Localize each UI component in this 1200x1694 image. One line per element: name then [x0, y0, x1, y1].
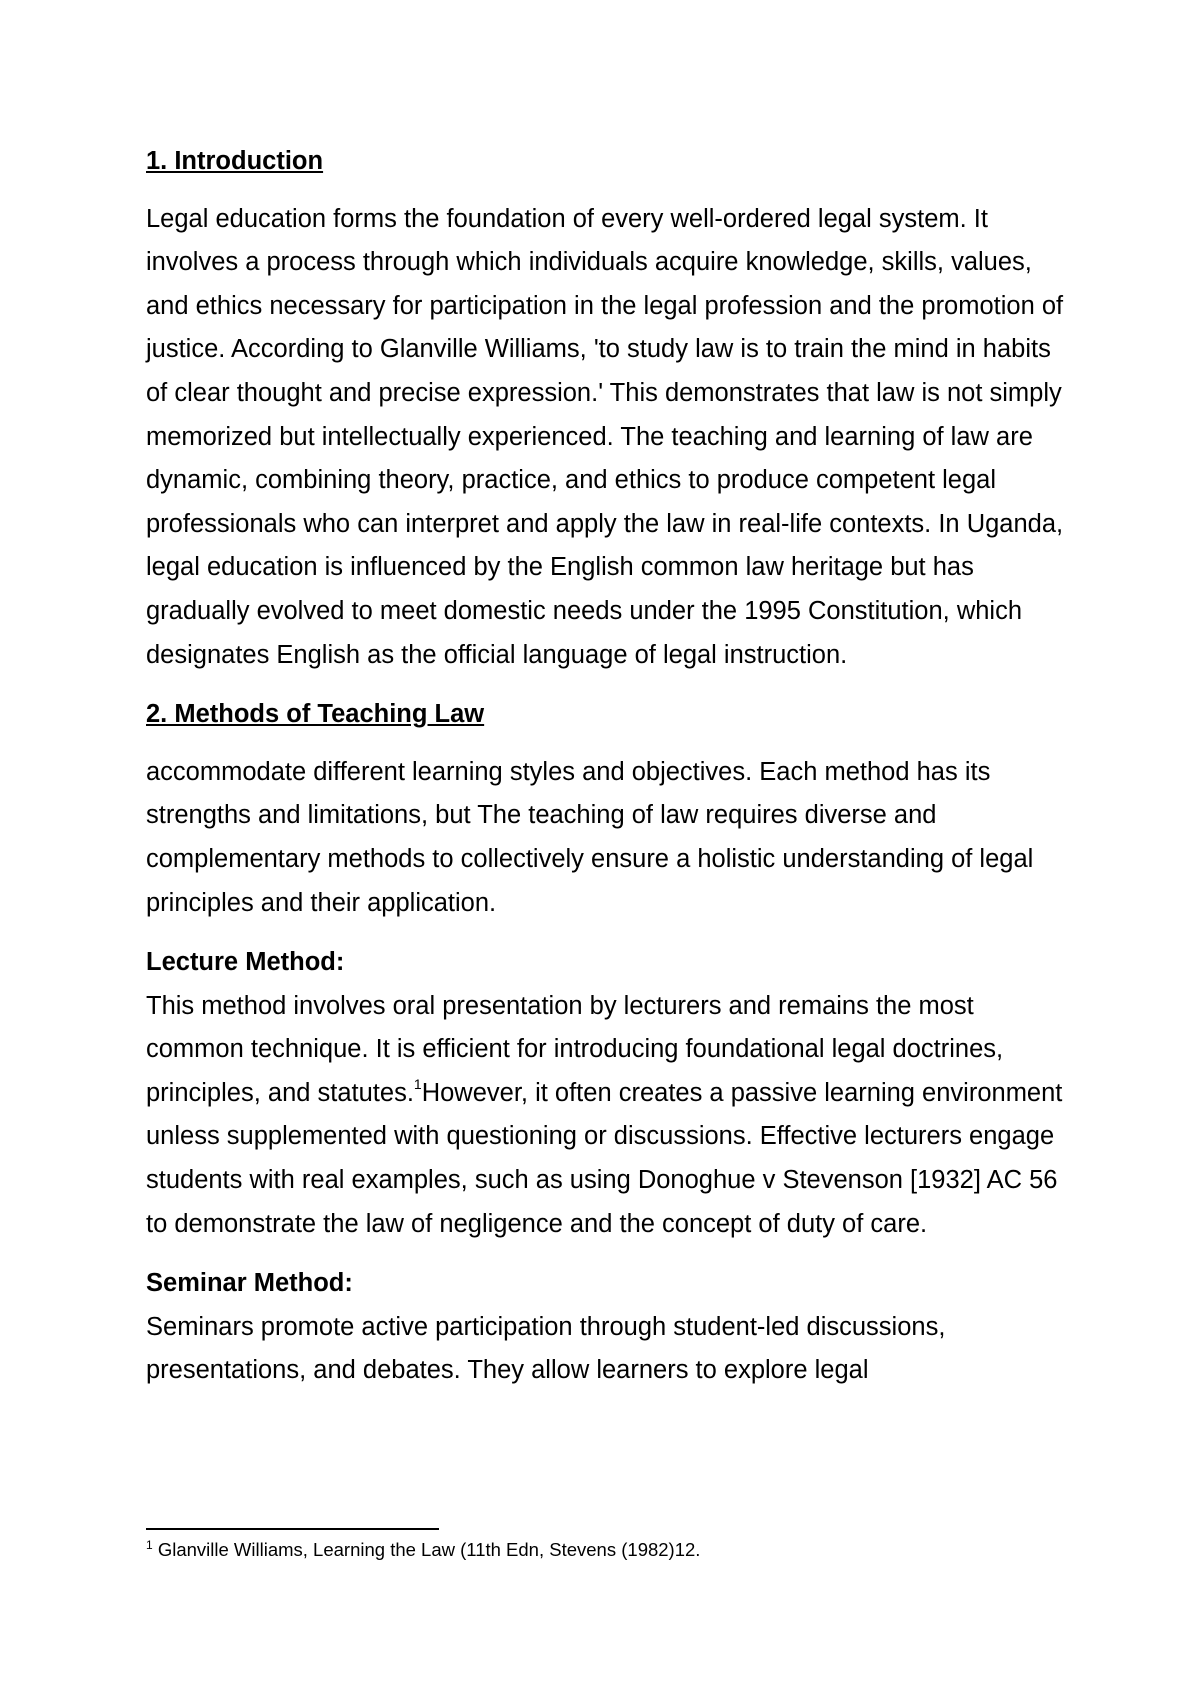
seminar-paragraph: Seminars promote active participation through student-led discussions, presentations, and debates. They allow learners to explore legal: [146, 1312, 946, 1385]
document-body: [146, 140, 1076, 1393]
lecture-paragraph: [146, 985, 1076, 1247]
section-heading-methods: 2. Methods of Teaching Law: [146, 700, 485, 729]
footnote-reference[interactable]: 1: [413, 1076, 422, 1093]
lecture-text-part-2: However, it often creates a passive learning environment unless supplemented with questioning or discussions. Effective lecturers engage students with real examples, such as using Donoghue v Stevenson [1932] AC 56 to demonstrate the law of negligence and the concept of duty of care.: [146, 1078, 1063, 1238]
introduction-paragraph: Legal education forms the foundation of every well-ordered legal system. It involves a process through which individuals acquire knowledge, skills, values, and ethics necessary for participation in the legal profession and the promotion of justice. According to Glanville Williams, 'to study law is to train the mind in habits of clear thought and precise expression.' This demonstrates that law is not simply memorized but intellectually experienced. The teaching and learning of law are dynamic, combining theory, practice, and ethics to produce competent legal professionals who can interpret and apply the law in real-life contexts. In Uganda, legal education is influenced by the English common law heritage but has gradually evolved to meet domestic needs under the 1995 Constitution, which designates English as the official language of legal instruction.: [146, 204, 1064, 669]
subheading-seminar-method: Seminar Method:: [146, 1269, 353, 1298]
footnote-text: Glanville Williams, Learning the Law (11th Edn, Stevens (1982)12.: [152, 1539, 701, 1560]
footnote: [146, 1538, 700, 1562]
subheading-lecture-method: Lecture Method:: [146, 948, 345, 977]
footnote-separator: [146, 1528, 439, 1530]
section-heading-introduction: 1. Introduction: [146, 147, 324, 175]
methods-paragraph: accommodate different learning styles and objectives. Each method has its strengths and limitations, but The teaching of law requires diverse and complementary methods to collectively ensure a holistic understanding of legal principles and their application.: [146, 757, 1034, 917]
footnote-number: 1: [146, 1537, 153, 1552]
lecture-text-part-1: This method involves oral presentation by lecturers and remains the most common technique. It is efficient for introducing foundational legal doctrines, principles, and statutes.: [146, 991, 1004, 1107]
